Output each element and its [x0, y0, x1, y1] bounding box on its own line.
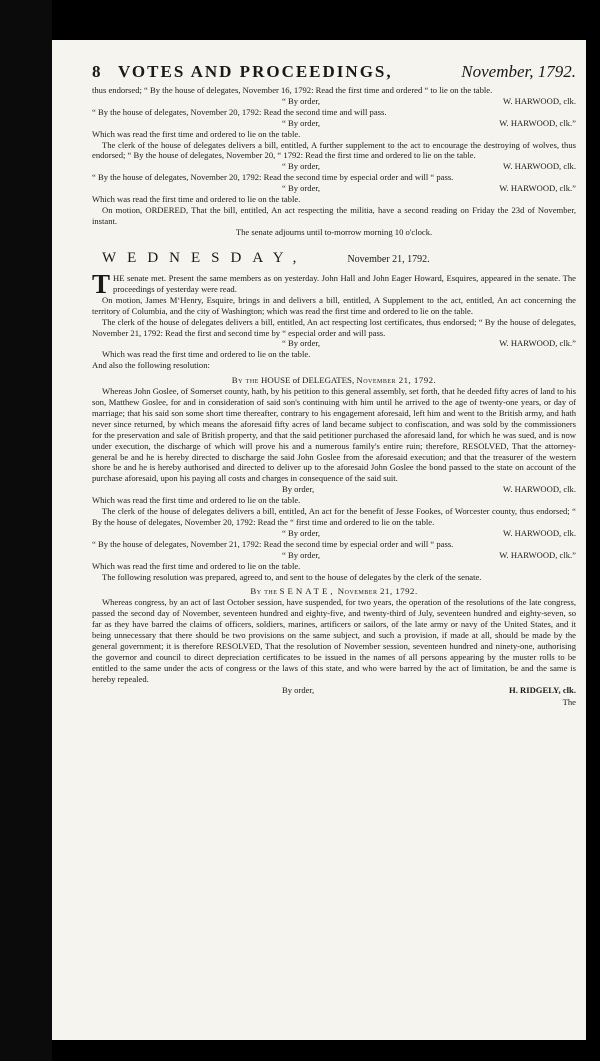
by-order: “ By order, — [282, 117, 321, 128]
paragraph: The clerk of the house of delegates delivers a bill, entitled, An act for the benefit of Jesse Fookes, of Worcester county, thus endorsed; “ By the house of delegates, November 20, 1792: Read the “ first time and ordered to lie on the table. — [92, 506, 576, 527]
signature-line — [92, 118, 576, 129]
paragraph-text: HE senate met. Present the same members as on yesterday. John Hall and John Eager Howard, Esquires, appeared in the senate. The proceedings of yesterday were read. — [113, 272, 576, 294]
clerk-name: W. HARWOOD, clk. — [503, 161, 576, 172]
clerk-name: W. HARWOOD, clk.” — [499, 549, 576, 560]
paragraph: The clerk of the house of delegates delivers a bill, entitled, An act respecting lost certificates, thus endorsed; “ By the house of delegates, November 21, 1792: Read the first and second time by “ especial order and will pass. — [92, 316, 576, 338]
paragraph: The following resolution was prepared, agreed to, and sent to the house of delegates by the clerk of the senate. — [102, 571, 482, 582]
clerk-name: W. HARWOOD, clk. — [503, 527, 576, 538]
header-date: November, 1792. — [461, 62, 576, 81]
by-order: “ By order, — [282, 95, 321, 106]
paragraph: Which was read the first time and ordered to lie on the table. — [92, 495, 301, 506]
paragraph: The clerk of the house of delegates delivers a bill, entitled, A further supplement to the act to encourage the destroying of wolves, thus endorsed; “ By the house of delegates, November 20, “ 1792: Read the first time and ordered to lie on the table. — [92, 139, 576, 161]
by-order: “ By order, — [282, 527, 321, 538]
signature-line — [92, 685, 576, 696]
heading-prefix: By the — [231, 375, 259, 386]
scan-margin — [0, 0, 52, 1061]
paragraph: “ By the house of delegates, November 21, 1792: Read the second time by especial order and will “ pass. — [92, 538, 454, 549]
day-name: WEDNESDAY, — [102, 249, 308, 266]
heading-prefix: By the — [250, 586, 278, 597]
signature-line — [92, 528, 576, 539]
paragraph: Which was read the first time and ordered to lie on the table. — [92, 128, 301, 139]
day-heading — [92, 250, 576, 267]
resolution-heading — [92, 374, 576, 386]
signature-line — [92, 183, 576, 194]
paragraph — [92, 268, 576, 299]
resolution-heading — [92, 585, 576, 597]
clerk-name: W. HARWOOD, clk.” — [499, 117, 576, 128]
signature-line — [92, 484, 576, 495]
clerk-name: H. RIDGELY, clk. — [509, 684, 576, 695]
by-order: “ By order, — [282, 161, 321, 172]
clerk-name: W. HARWOOD, clk. — [503, 484, 576, 495]
clerk-name: W. HARWOOD, clk.” — [499, 183, 576, 194]
running-header — [92, 62, 576, 82]
by-order: “ By order, — [282, 183, 321, 194]
paragraph: And also the following resolution: — [92, 360, 210, 371]
signature-line — [92, 96, 576, 107]
document-page — [52, 40, 586, 1040]
header-title: VOTES AND PROCEEDINGS, — [118, 62, 393, 81]
paragraph: Which was read the first time and ordered to lie on the table. — [92, 560, 301, 571]
page-content — [92, 62, 576, 707]
by-order: “ By order, — [282, 338, 321, 349]
by-order: By order, — [282, 484, 315, 495]
catchword: The — [562, 696, 576, 707]
clerk-name: W. HARWOOD, clk. — [503, 95, 576, 106]
by-order: By order, — [282, 684, 315, 695]
resolution-text: Whereas congress, by an act of last October session, have suspended, for two years, the operation of the resolutions of the late congress, passed the second day of November, seventeen hundred and eighty-five, and twenty-third of July, seventeen hundred and eighty-seven, so far as they have barred the claims of officers, soldiers, marines, artificers or sailors, of the late army or navy of the United States, and it being unnecessary that there should be two provisions on the same subject, and such a provision, if made at all, should be made by the general government; it is therefore RESOLVED, That the resolution of November session, seventeen hundred and ninety-one, authorising the governor and council to direct depreciation certificates to be issued in the names of all persons appearing by the muster rolls to be entitled to the same under the acts of congress or the laws of this state, and who were barred by the act of limitation, be and the same is hereby repealed. — [92, 597, 576, 684]
drop-cap: T — [92, 268, 111, 299]
signature-line — [92, 338, 576, 349]
paragraph: “ By the house of delegates, November 20, 1792: Read the second time and will pass. — [92, 106, 387, 117]
paragraph: thus endorsed; “ By the house of delegates, November 16, 1792: Read the first time and ordered “ to lie on the table. — [92, 85, 493, 95]
day-date: November 21, 1792. — [347, 253, 430, 265]
signature-line — [92, 161, 576, 172]
signature-line — [92, 550, 576, 561]
heading-body: SENATE, — [279, 586, 336, 597]
clerk-name: W. HARWOOD, clk.” — [499, 338, 576, 349]
paragraph: Which was read the first time and ordered to lie on the table. — [92, 194, 301, 205]
heading-date: November 21, 1792. — [337, 586, 418, 597]
adjournment-line: The senate adjourns until to-morrow morning 10 o'clock. — [235, 226, 433, 237]
paragraph: Which was read the first time and ordered to lie on the table. — [102, 349, 311, 360]
resolution-text: Whereas John Goslee, of Somerset county, hath, by his petition to this general assembly, set forth, that he deeded fifty acres of land to his son, Matthew Goslee, for and in consideration of said son's continuing with him until he arrived to the age of twenty-one years, or day of marriage; that his said son some short time thereafter, contrary to his engagement aforesaid, left him and went to the British army, and hath never since returned, by which means the aforesaid fifty acres of land became subject to confiscation, and was sold by the commissioners for the preservation and sale of British property, and that the said petitioner purchased the aforesaid land, for which he was sued, and is now under execution, the discharge of which will prove his and a numerous family's entire ruin; therefore, RESOLVED, That the attorney-general be and he is hereby directed to discharge the said John Goslee from the aforesaid execution; and that the treasurer of the western shore be and he is hereby authorised and directed to deliver up to the aforesaid John Goslee the bond passed to the state on account of the purchase aforesaid, upon his paying all costs and charges in consequence of the said suit. — [92, 386, 576, 484]
by-order: “ By order, — [282, 549, 321, 560]
paragraph: “ By the house of delegates, November 20, 1792: Read the second time by especial order and will “ pass. — [92, 172, 454, 183]
heading-date: November 21, 1792. — [356, 375, 437, 386]
page-number: 8 — [92, 62, 102, 81]
heading-body: HOUSE of DELEGATES, — [261, 375, 355, 386]
paragraph: On motion, James M‘Henry, Esquire, brings in and delivers a bill, entitled, A Supplement to the act, entitled, An act concerning the territory of Columbia, and the city of Washington; which was read the first time and ordered to lie on the table. — [92, 294, 576, 316]
paragraph: On motion, ORDERED, That the bill, entitled, An act respecting the militia, have a second reading on Friday the 23d of November, instant. — [92, 204, 576, 226]
